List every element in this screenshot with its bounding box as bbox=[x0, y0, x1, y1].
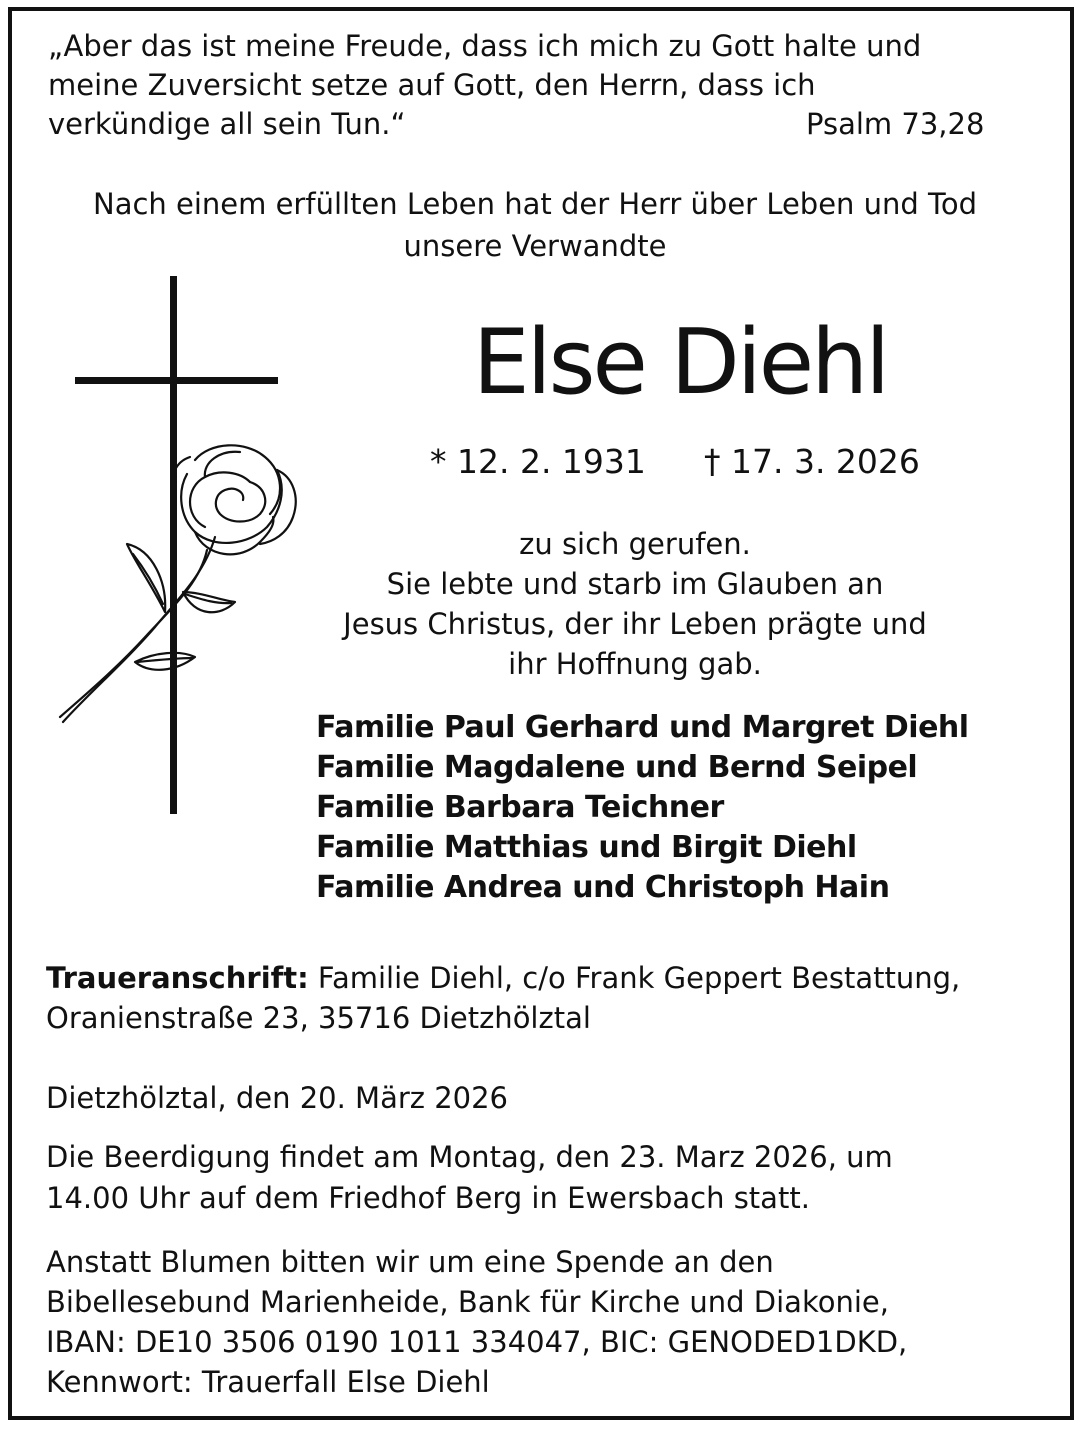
family-2: Familie Magdalene und Bernd Seipel bbox=[316, 750, 918, 785]
family-1: Familie Paul Gerhard und Margret Diehl bbox=[316, 710, 969, 745]
address-text: Familie Diehl, c/o Frank Geppert Bestattung, bbox=[308, 961, 961, 995]
family-5: Familie Andrea und Christoph Hain bbox=[316, 870, 890, 905]
address-label: Traueranschrift: bbox=[46, 961, 309, 995]
rose-icon bbox=[55, 432, 315, 732]
quote-reference: Psalm 73,28 bbox=[806, 107, 985, 141]
funeral-line-1: Die Beerdigung findet am Montag, den 23. Marz 2026, um bbox=[46, 1140, 893, 1174]
funeral-line-2: 14.00 Uhr auf dem Friedhof Berg in Ewersbach statt. bbox=[46, 1181, 810, 1215]
address-line-2: Oranienstraße 23, 35716 Dietzhölztal bbox=[46, 1001, 591, 1035]
deceased-name: Else Diehl bbox=[472, 310, 888, 415]
intro-line-1: Nach einem erfüllten Leben hat der Herr über Leben und Tod bbox=[93, 187, 977, 221]
family-3: Familie Barbara Teichner bbox=[316, 790, 724, 825]
donation-line-3: IBAN: DE10 3506 0190 1011 334047, BIC: GENODED1DKD, bbox=[46, 1325, 908, 1359]
donation-line-2: Bibellesebund Marienheide, Bank für Kirche und Diakonie, bbox=[46, 1285, 889, 1319]
family-4: Familie Matthias und Birgit Diehl bbox=[316, 830, 857, 865]
intro-line-2: unsere Verwandte bbox=[403, 229, 667, 263]
donation-line-1: Anstatt Blumen bitten wir um eine Spende an den bbox=[46, 1245, 774, 1279]
quote-line-3: verkündige all sein Tun.“ bbox=[48, 107, 406, 141]
address-line-1 bbox=[46, 958, 960, 998]
message-line-4: ihr Hoffnung gab. bbox=[508, 647, 762, 681]
message-line-3: Jesus Christus, der ihr Leben prägte und bbox=[343, 607, 927, 641]
birth-date: * 12. 2. 1931 bbox=[430, 442, 646, 481]
place-date: Dietzhölztal, den 20. März 2026 bbox=[46, 1081, 509, 1115]
quote-line-1: „Aber das ist meine Freude, dass ich mich zu Gott halte und bbox=[48, 29, 922, 63]
quote-line-2: meine Zuversicht setze auf Gott, den Herrn, dass ich bbox=[48, 68, 816, 102]
message-line-2: Sie lebte und starb im Glauben an bbox=[386, 567, 884, 601]
message-line-1: zu sich gerufen. bbox=[519, 527, 751, 561]
donation-line-4: Kennwort: Trauerfall Else Diehl bbox=[46, 1365, 490, 1399]
death-date: † 17. 3. 2026 bbox=[704, 442, 920, 481]
